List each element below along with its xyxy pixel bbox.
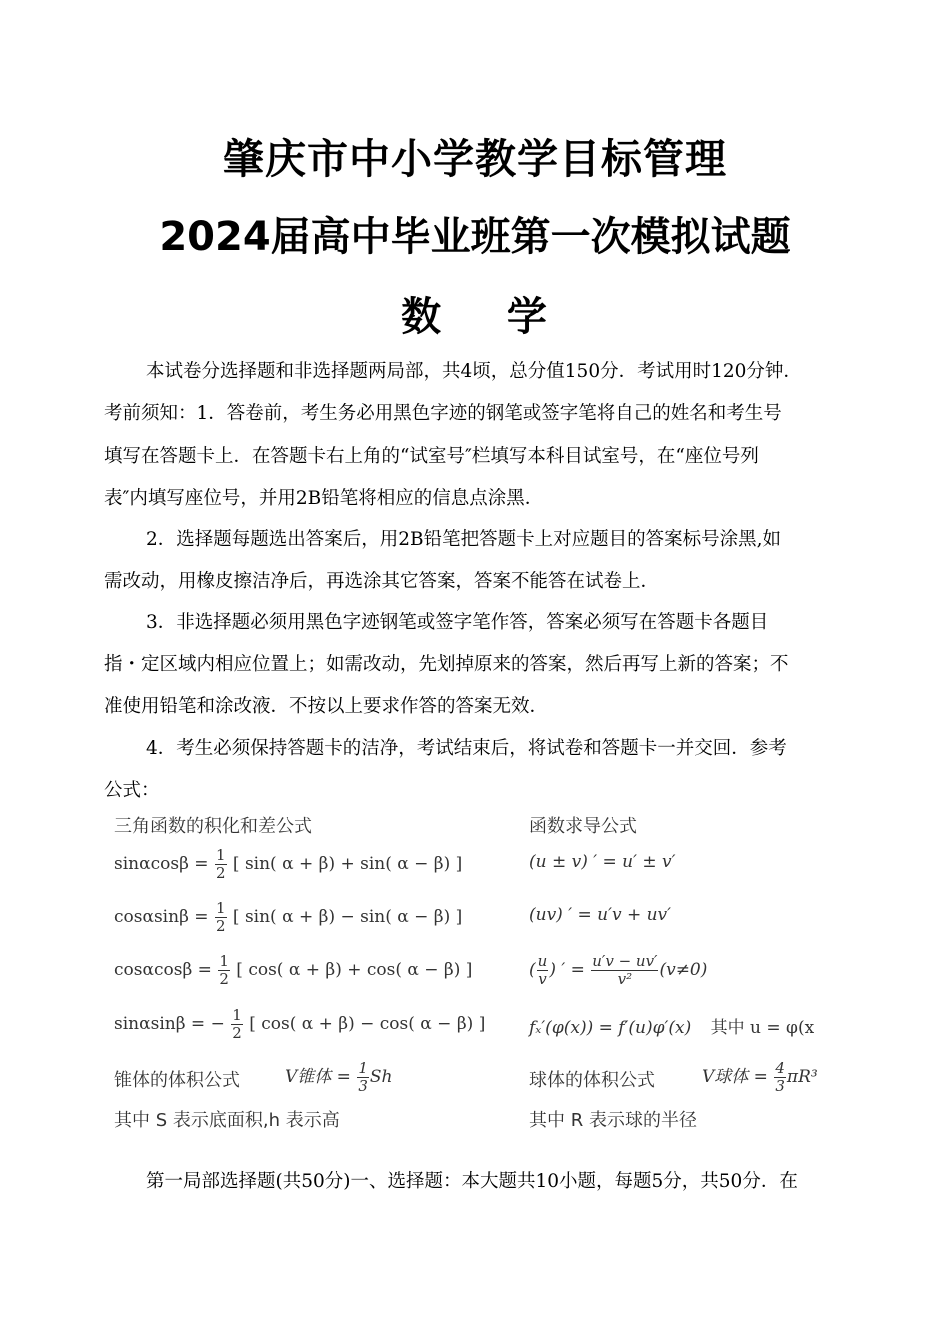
derivative-formula-4: fₓ′(φ(x)) = f′(u)φ′(x) 其中 u = φ(x	[529, 1018, 815, 1038]
note3-line-2: 指・定区域内相应位置上；如需改动，先划掉原来的答案，然后再写上新的答案；不	[104, 654, 789, 675]
derivative-formula-3: ( $\frac{u}{v}$ ) ′ = $\frac{u'v - uv'}{\text{v²}}$ (v≠0)	[529, 952, 708, 988]
intro-line-3: 填写在答题卡上．在答题卡右上角的“试室号″栏填写本科目试室号，在“座位号列	[104, 446, 759, 467]
note2-line-1: 2．选择题每题选出答案后，用2B铅笔把答题卡上对应题目的答案标号涂黑,如	[146, 529, 782, 550]
trig-formula-3: cosαcosβ = $\frac{1}{2}$ [ cos( α + β) + cos( α − β) ]	[114, 952, 473, 988]
note4-line-1: 4．考生必须保持答题卡的洁净，考试结束后，将试卷和答题卡一并交回．参考	[146, 738, 787, 759]
title-line-1: 肇庆市中小学教学目标管理	[223, 135, 727, 183]
trig-formula-2: cosαsinβ = $\frac{1}{2}$ [ sin( α + β) − sin( α − β) ]	[114, 899, 463, 935]
trig-heading: 三角函数的积化和差公式	[114, 816, 312, 837]
sphere-note: 其中 R 表示球的半径	[529, 1110, 697, 1131]
subject-title: 数 学	[401, 294, 549, 340]
cone-note: 其中 S 表示底面积,h 表示高	[114, 1110, 340, 1131]
derivative-heading: 函数求导公式	[529, 816, 637, 837]
note4-line-2: 公式：	[104, 780, 160, 801]
sphere-volume-label: 球体的体积公式	[529, 1070, 655, 1091]
derivative-formula-2: (uv) ′ = u′v + uv′	[529, 905, 672, 925]
trig-formula-1: sinαcosβ = $\frac{1}{2}$ [ sin( α + β) + sin( α − β) ]	[114, 846, 463, 882]
sphere-volume-formula: V球体 = $\frac{4}{3}$ πR³	[702, 1059, 818, 1095]
cone-volume-formula: V锥体 = $\frac{1}{3}$ Sh	[285, 1059, 393, 1095]
title-line-2: 2024届高中毕业班第一次模拟试题	[159, 214, 791, 260]
note3-line-3: 准使用铅笔和涂改液．不按以上要求作答的答案无效．	[104, 696, 549, 717]
note3-line-1: 3．非选择题必须用黑色字迹钢笔或签字笔作答，答案必须写在答题卡各题目	[146, 612, 769, 633]
trig-formula-4: sinαsinβ = − $\frac{1}{2}$ [ cos( α + β) − cos( α − β) ]	[114, 1006, 486, 1042]
intro-line-1: 本试卷分选择题和非选择题两局部，共4顷，总分值150分．考试用时120分钟．	[146, 361, 802, 382]
intro-line-4: 表″内填写座位号，并用2B铅笔将相应的信息点涂黑．	[104, 488, 544, 509]
cone-volume-label: 锥体的体积公式	[114, 1070, 240, 1091]
part-one-heading: 第一局部选择题(共50分)一、选择题：本大题共10小题，每题5分，共50分．在	[146, 1171, 798, 1192]
intro-line-2: 考前须知：1．答卷前，考生务必用黑色字迹的钢笔或签字笔将自己的姓名和考生号	[104, 403, 782, 424]
note2-line-2: 需改动，用橡皮擦洁净后，再选涂其它答案，答案不能答在试卷上．	[104, 571, 660, 592]
derivative-formula-1: (u ± v) ′ = u′ ± v′	[529, 852, 676, 872]
